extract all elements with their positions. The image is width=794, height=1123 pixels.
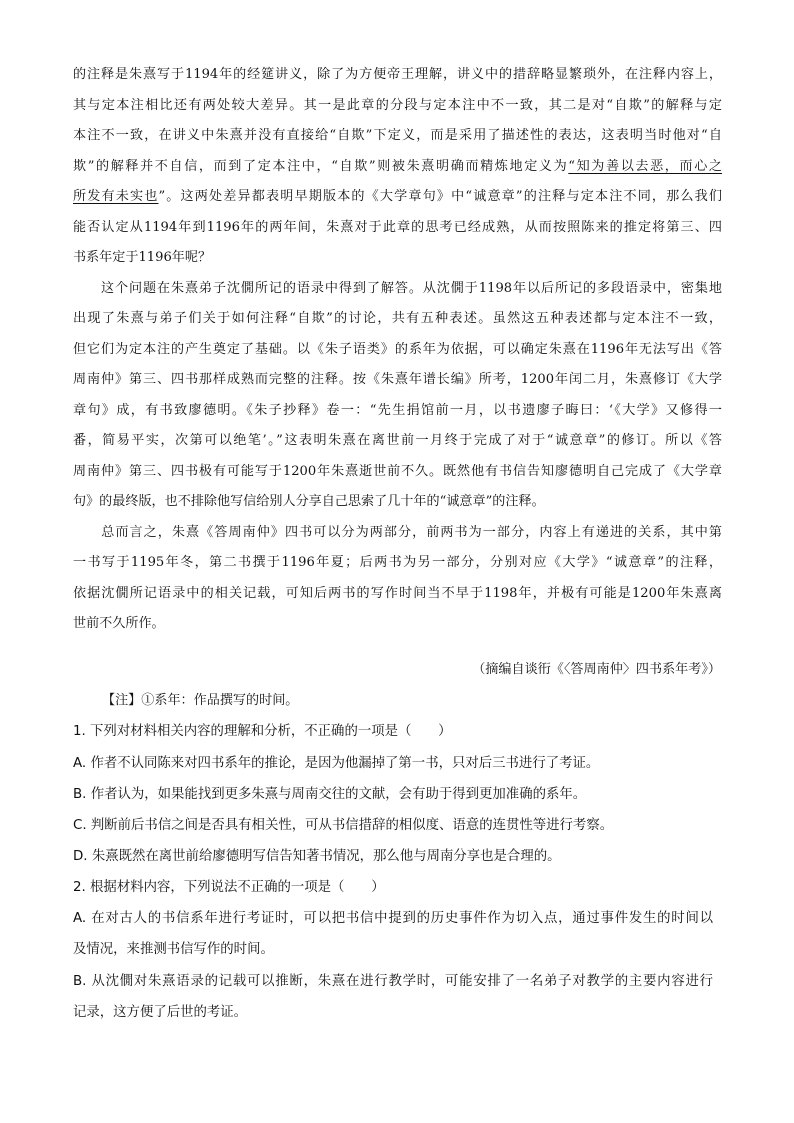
question-1-stem: 1. 下列对材料相关内容的理解和分析，不正确的一项是（ ） [73,724,452,739]
essay-line: 这个问题在朱熹弟子沈僩所记的语录中得到了解答。从沈僩于1198年以后所记的多段语录中，密集地 [73,280,722,296]
question-1-option-b[interactable]: B. 作者认为，如果能找到更多朱熹与周南交往的文献，会有助于得到更加准确的系年。 [73,787,587,802]
question-2-stem: 2. 根据材料内容，下列说法不正确的一项是（ ） [73,880,385,895]
essay-line [73,182,722,213]
essay-line: 世前不久所作。 [73,616,165,631]
underlined-quote: 所发有未实也 [73,189,159,204]
question-2-option-b[interactable]: B. 从沈僩对朱熹语录的记载可以推断，朱熹在进行教学时，可能安排了一名弟子对教学的主要内容进行 [73,974,713,989]
essay-line: 周南仲》第三、四书极有可能写于1200年朱熹逝世前不久。既然他有书信告知廖德明自己完成了《大学章 [73,463,722,479]
essay-line: 一书写于1195年冬，第二书撰于1196年夏；后两书为另一部分，分别对应《大学》“诚意章”的注释， [73,555,722,570]
essay-line: 但它们为定本注的产生奠定了基础。以《朱子语类》的系年为依据，可以确定朱熹在1196年无法写出《答 [73,341,722,357]
essay-text: ”。这两处差异都表明早期版本的《大学章句》中“诚意章”的注释与定本注不同，那么我们 [158,189,722,204]
essay-line: 章句》成，有书致廖德明。《朱子抄释》卷一：“先生捐馆前一月，以书遗廖子晦曰：‘《大学》又修得一 [73,402,722,418]
essay-line: 其与定本注相比还有两处较大差异。其一是此章的分段与定本注中不一致，其二是对“自欺”的解释与定 [73,97,722,113]
essay-line: 的注释是朱熹写于1194年的经筵讲义，除了为方便帝王理解，讲义中的措辞略显繁琐外，在注释内容上， [73,67,722,82]
essay-line: 能否认定从1194年到1196年的两年间，朱熹对于此章的思考已经成熟，从而按照陈来的推定将第三、四 [73,219,722,235]
question-2-option-b-cont[interactable]: 记录，这方便了后世的考证。 [73,1005,248,1020]
essay-line: 书系年定于1196年呢？ [73,250,212,265]
essay-line: 依据沈僩所记语录中的相关记载，可知后两书的写作时间当不早于1198年，并极有可能是1200年朱熹离 [73,585,722,601]
question-2-option-a-cont[interactable]: 及情况，来推测书信写作的时间。 [73,942,274,957]
question-1-option-d[interactable]: D. 朱熹既然在离世前给廖德明写信告知著书情况，那么他与周南分享也是合理的。 [73,849,561,864]
essay-line: 总而言之，朱熹《答周南仲》四书可以分为两部分，前两书为一部分，内容上有递进的关系，其中第 [73,524,722,540]
essay-line: 番，简易平实，次第可以绝笔’。”这表明朱熹在离世前一月终于完成了对于“诚意章”的修订。所以《答 [73,433,722,448]
essay-text: 欺”的解释并不自信，而到了定本注中，“自欺”则被朱熹明确而精炼地定义为 [73,158,569,174]
essay-body [73,60,722,640]
essay-line [73,152,722,183]
question-2-option-a[interactable]: A. 在对古人的书信系年进行考证时，可以把书信中提到的历史事件作为切入点，通过事件发生的时间以 [73,911,713,926]
essay-line: 出现了朱熹与弟子们关于如何注释“自欺”的讨论，共有五种表述。虽然这五种表述都与定本注不一致， [73,311,722,326]
essay-line: 句》的最终版，也不排除他写信给别人分享自己思索了几十年的“诚意章”的注释。 [73,494,545,509]
source-citation: （摘编自谈衎《〈答周南仲〉四书系年考》） [472,662,721,677]
question-1-option-c[interactable]: C. 判断前后书信之间是否具有相关性，可从书信措辞的相似度、语意的连贯性等进行考察。 [73,818,614,833]
underlined-quote: “知为善以去恶，而心之 [568,158,722,174]
essay-line: 周南仲》第三、四书那样成熟而完整的注释。按《朱熹年谱长编》所考，1200年闰二月，朱熹修订《大学 [73,372,722,387]
essay-line: 本注不一致，在讲义中朱熹并没有直接给“自欺”下定义，而是采用了描述性的表达，这表明当时他对“自 [73,128,722,143]
question-1-option-a[interactable]: A. 作者不认同陈来对四书系年的推论，是因为他漏掉了第一书，只对后三书进行了考证。 [73,756,600,771]
footnote: 【注】①系年：作品撰写的时间。 [102,693,299,708]
